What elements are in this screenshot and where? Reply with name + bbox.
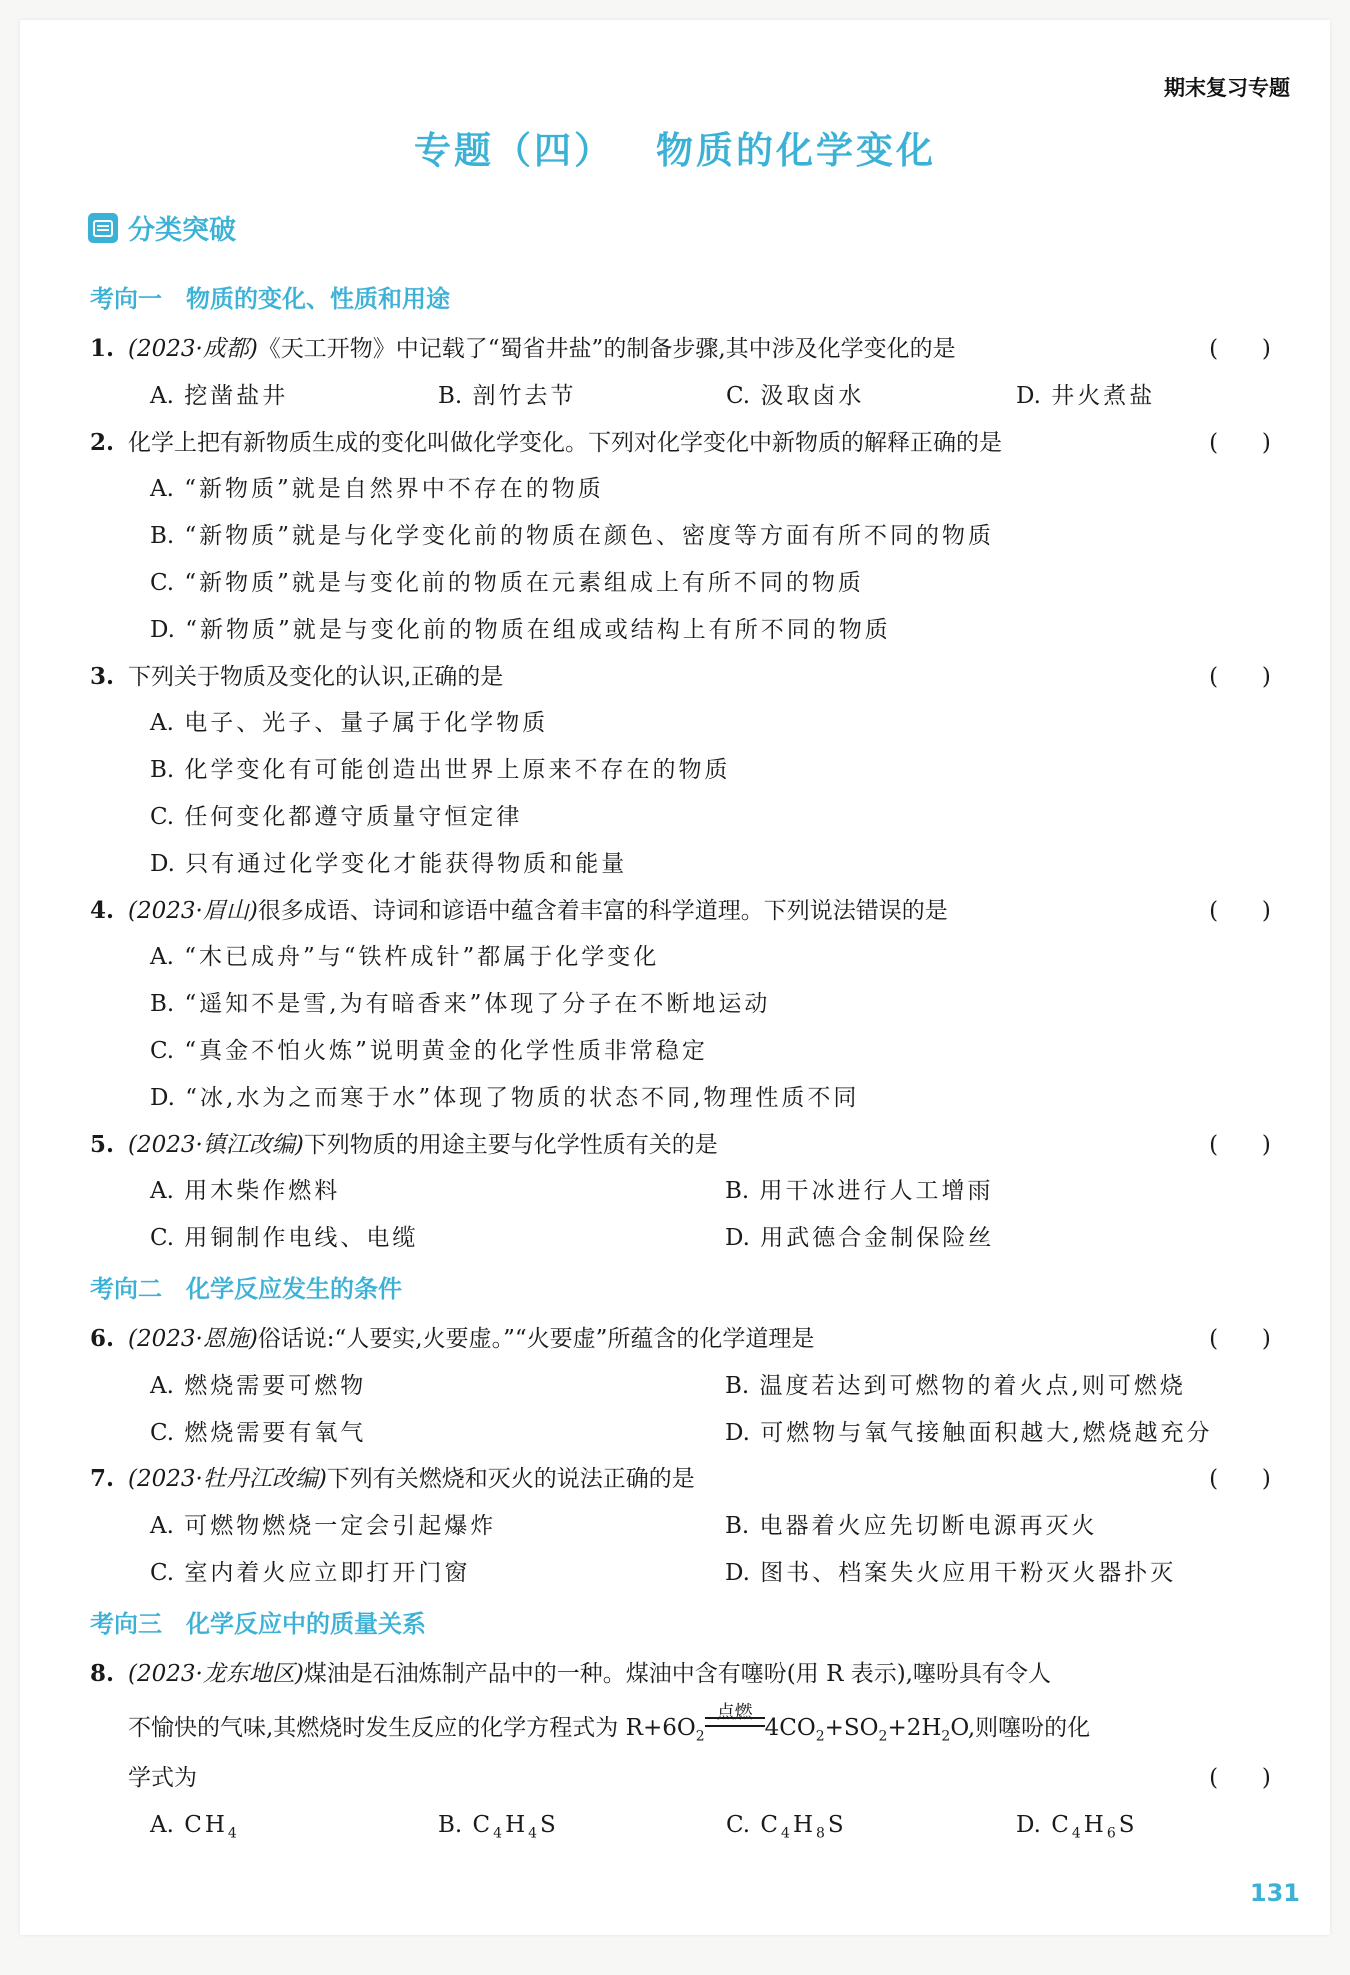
question-number: 7. xyxy=(90,1465,115,1493)
direction-heading: 考向三 化学反应中的质量关系 xyxy=(90,1609,426,1638)
question-stem xyxy=(90,1316,1280,1363)
option-item[interactable]: B. 剖竹去节 xyxy=(438,382,577,409)
option-item[interactable]: C. “新物质”就是与变化前的物质在元素组成上有所不同的物质 xyxy=(150,569,864,596)
answer-blank[interactable]: ( ) xyxy=(1209,897,1271,924)
question-number: 8. xyxy=(90,1659,115,1687)
option-list xyxy=(90,466,1280,653)
question-source: (2023·恩施) xyxy=(128,1325,258,1352)
question-stem xyxy=(90,420,1280,467)
page-number: 131 xyxy=(1249,1879,1300,1907)
answer-blank[interactable]: ( ) xyxy=(1209,1764,1271,1791)
option-item[interactable]: C. 用铜制作电线、电缆 xyxy=(150,1225,419,1252)
answer-blank[interactable]: ( ) xyxy=(1209,336,1271,362)
answer-blank[interactable]: ( ) xyxy=(1209,1325,1271,1352)
option-item[interactable]: C. “真金不怕火炼”说明黄金的化学性质非常稳定 xyxy=(150,1037,708,1064)
option-item[interactable]: B. 电器着火应先切断电源再灭火 xyxy=(725,1513,1098,1540)
option-item[interactable]: B. “遥知不是雪,为有暗香来”体现了分子在不断地运动 xyxy=(150,991,771,1018)
question-text: 化学上把有新物质生成的变化叫做化学变化。下列对化学变化中新物质的解释正确的是 xyxy=(128,429,1002,456)
direction-heading: 考向一 物质的变化、性质和用途 xyxy=(90,285,450,313)
question-source: (2023·牡丹江改编) xyxy=(128,1466,327,1493)
option-item[interactable]: C. 室内着火应立即打开门窗 xyxy=(150,1559,471,1586)
question-text: 下列有关燃烧和灭火的说法正确的是 xyxy=(326,1466,695,1493)
option-list xyxy=(90,373,1280,420)
option-item[interactable]: D. 图书、档案失火应用干粉灭火器扑灭 xyxy=(725,1559,1177,1586)
option-list xyxy=(90,1503,1280,1597)
question-text: 很多成语、诗词和谚语中蕴含着丰富的科学道理。下列说法错误的是 xyxy=(257,897,948,924)
option-item[interactable]: D. $C_4H_6S$ xyxy=(1016,1811,1138,1842)
document-page xyxy=(20,20,1330,1935)
option-list xyxy=(90,1802,1280,1857)
option-item[interactable]: C. 汲取卤水 xyxy=(726,382,865,409)
option-item[interactable]: D. “冰,水为之而寒于水”体现了物质的状态不同,物理性质不同 xyxy=(150,1084,860,1111)
banner-label: 分类突破 xyxy=(128,215,236,246)
question-text: 《天工开物》中记载了“蜀省井盐”的制备步骤,其中涉及化学变化的是 xyxy=(257,336,956,362)
page-title xyxy=(20,120,1330,174)
question-number: 1. xyxy=(90,335,115,362)
option-item[interactable]: D. 只有通过化学变化才能获得物质和能量 xyxy=(150,850,628,877)
title-prefix: 专题（四） xyxy=(414,128,614,172)
section-banner xyxy=(88,208,236,247)
question-text: 下列物质的用途主要与化学性质有关的是 xyxy=(303,1131,718,1158)
question-number: 4. xyxy=(90,896,115,924)
answer-blank[interactable]: ( ) xyxy=(1209,429,1271,456)
question-stem xyxy=(90,326,1280,373)
question-stem xyxy=(90,654,1280,701)
question-source: (2023·镇江改编) xyxy=(128,1131,304,1158)
option-item[interactable]: C. 任何变化都遵守质量守恒定律 xyxy=(150,803,523,830)
option-item[interactable]: C. $C_4H_8S$ xyxy=(726,1811,847,1842)
answer-blank[interactable]: ( ) xyxy=(1209,1131,1271,1158)
option-item[interactable]: A. 挖凿盐井 xyxy=(150,382,289,409)
question-stem: 8. (2023·龙东地区)煤油是石油炼制产品中的一种。煤油中含有噻吩(用 R 表示),噻吩具有令人 不愉快的气味,其燃烧时发生反应的化学方程式为 $R+6O_2$ 点燃 $4CO_2+SO_2+2H_2O$,则噻吩的化 学式为 ( ) xyxy=(90,1651,1280,1802)
option-list xyxy=(90,1363,1280,1457)
option-item[interactable]: D. 可燃物与氧气接触面积越大,燃烧越充分 xyxy=(725,1419,1213,1446)
option-item[interactable]: B. 化学变化有可能创造出世界上原来不存在的物质 xyxy=(150,757,731,784)
answer-blank[interactable]: ( ) xyxy=(1209,663,1271,690)
option-list xyxy=(90,700,1280,887)
option-item[interactable]: A. 可燃物燃烧一定会引起爆炸 xyxy=(150,1513,497,1540)
question-source: (2023·龙东地区) xyxy=(128,1660,304,1687)
books-icon xyxy=(88,213,118,243)
option-list xyxy=(90,934,1280,1121)
title-main: 物质的化学变化 xyxy=(656,128,936,172)
question-number: 3. xyxy=(90,662,115,690)
question-stem xyxy=(90,888,1280,935)
question-stem xyxy=(90,1456,1280,1503)
equals-sign xyxy=(705,1717,765,1727)
option-item[interactable]: A. 用木柴作燃料 xyxy=(150,1178,341,1205)
answer-blank[interactable]: ( ) xyxy=(1209,1466,1271,1493)
question-text: 下列关于物质及变化的认识,正确的是 xyxy=(128,663,504,690)
option-item[interactable]: B. $C_4H_4S$ xyxy=(438,1811,559,1842)
option-list xyxy=(90,1168,1280,1262)
question-source: (2023·成都) xyxy=(128,336,258,362)
question-stem xyxy=(90,1122,1280,1169)
option-item[interactable]: C. 燃烧需要有氧气 xyxy=(150,1419,367,1446)
option-item[interactable]: B. 用干冰进行人工增雨 xyxy=(725,1178,994,1205)
header-tag: 期末复习专题 xyxy=(1164,76,1290,100)
option-item[interactable]: A. 电子、光子、量子属于化学物质 xyxy=(150,710,549,737)
option-item[interactable]: A. “木已成舟”与“铁杵成针”都属于化学变化 xyxy=(150,944,660,971)
reaction-condition: 点燃 xyxy=(705,1725,765,1735)
question-text: 俗话说:“人要实,火要虚。”“火要虚”所蕴含的化学道理是 xyxy=(257,1325,815,1352)
option-item[interactable]: A. “新物质”就是自然界中不存在的物质 xyxy=(150,476,604,503)
question-text: 煤油是石油炼制产品中的一种。煤油中含有噻吩(用 R 表示),噻吩具有令人 xyxy=(303,1660,1051,1687)
option-item[interactable]: A. $CH_4$ xyxy=(150,1811,240,1842)
option-item[interactable]: B. “新物质”就是与化学变化前的物质在颜色、密度等方面有所不同的物质 xyxy=(150,523,995,550)
option-item[interactable]: A. 燃烧需要可燃物 xyxy=(150,1372,367,1399)
option-item[interactable]: B. 温度若达到可燃物的着火点,则可燃烧 xyxy=(725,1372,1186,1399)
equation-line: 不愉快的气味,其燃烧时发生反应的化学方程式为 $R+6O_2$ 点燃 $4CO_2+SO_2+2H_2O$,则噻吩的化 xyxy=(128,1701,1091,1745)
question-number: 2. xyxy=(90,428,115,456)
question-number: 5. xyxy=(90,1130,115,1158)
question-list xyxy=(90,272,1280,1857)
direction-heading: 考向二 化学反应发生的条件 xyxy=(90,1274,402,1303)
option-item[interactable]: D. 用武德合金制保险丝 xyxy=(725,1225,995,1252)
option-item[interactable]: D. “新物质”就是与变化前的物质在组成或结构上有所不同的物质 xyxy=(150,616,891,643)
question-number: 6. xyxy=(90,1324,115,1352)
question-source: (2023·眉山) xyxy=(128,897,258,924)
option-item[interactable]: D. 井火煮盐 xyxy=(1016,382,1156,409)
